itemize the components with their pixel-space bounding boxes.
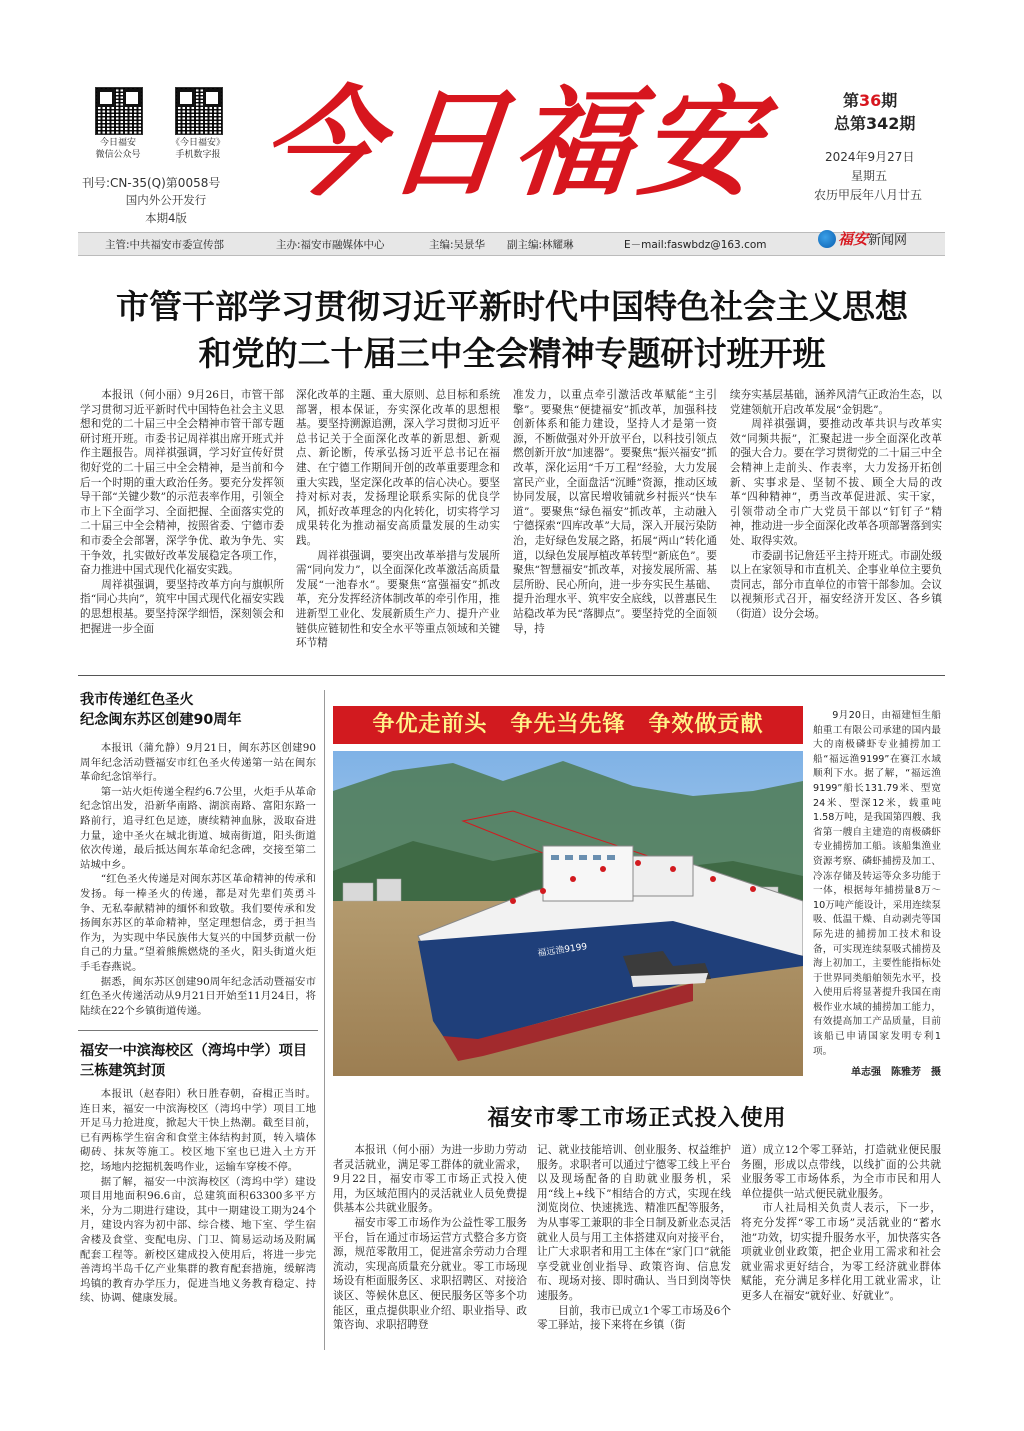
issue-number: 第36期 [843, 91, 898, 110]
sponsor: 主管:中共福安市委宣传部 [105, 239, 225, 251]
labor-story-title: 福安市零工市场正式投入使用 [487, 1105, 787, 1131]
photo-caption: 9月20日，由福建恒生船舶重工有限公司承建的国内最大的南极磷虾专业捕捞加工船“福远渔9199”在赛江水域顺利下水。据了解，“福远渔9199”船长131.79米、型宽24米、型深12米，载重吨1.58万吨，是我国第四艘、我省第一艘自主建造的南极磷虾专业捕捞加工船。该船集渔业资源考察、磷虾捕捞及加工、冷冻存储及转运等众多功能于一体，根据每年捕捞量8万～10万吨产能设计，采用连续泵吸、低温干燥、自动剥壳等国际先进的捕捞加工技术和设备，可实现连续泵吸式捕捞及海上初加工，主要性能指标处于世界同类船舶领先水平，投入使用后将显著提升我国在南极作业水域的捕捞加工能力，有效提高加工产品质量，目前该船已申请国家发明专利1项。 [813, 710, 941, 1057]
distribution-note: 国内外公开发行 [125, 193, 207, 207]
ship-name-label: 福远渔9199 [537, 942, 588, 959]
school-story-body: 本报讯（赵春阳）秋日胜春朝，奋楫正当时。连日来，福安一中滨海校区（湾坞中学）项目工地开足马力抢进度，掀起大干快上热潮。截至目前，已有两栋学生宿舍和食堂主体结构封顶，转入墙体砌砖、抹灰等施工。校区地下室也已进入土方开挖，场地内挖掘机轰鸣作业，运输车穿梭不停。 据了解，福安一中滨海校区（湾坞中学）建设项目用地面积96.6亩，总建筑面积63300多平方米，分为二期进行建设，其中一期建设工期为24个月，建设内容为初中部、综合楼、地下室、学生宿舍楼及食堂、变配电房、门卫、简易运动场及附属配套工程等。新校区建成投入使用后，将进一步完善湾坞半岛千亿产业集群的教育配套措施，缓解湾坞镇的教育办学压力，促进当地义务教育稳定、持续、协调、健康发展。 [80, 1088, 316, 1305]
column-divider [324, 690, 325, 1350]
organizer: 主办:福安市融媒体中心 [276, 239, 385, 251]
chief-editor: 主编:吴景华 [429, 239, 486, 251]
labor-column-2: 记、就业技能培训、创业服务、权益维护服务。求职者可以通过宁德零工线上平台以及现场配备的自助就业服务机，采用“线上+线下”相结合的方式，实现在线浏览岗位、快速挑选、精准匹配等服务，为从事零工兼职的非全日制及新业态灵活就业人员与用工主体搭建双向对接平台，让广大求职者和用工主体在“家门口”就能享受就业创业指导、政策咨询、信息发布、现场对接、即时确认、当日到岗等快速服务。 目前，我市已成立1个零工市场及6个零工驿站，接下来将在乡镇（街 [537, 1144, 731, 1332]
ship-launch-photo [333, 751, 803, 1076]
torch-story-body: 本报讯（蒲允静）9月21日，闽东苏区创建90周年纪念活动暨福安市红色圣火传递第一站在闽东革命纪念馆举行。 第一站火炬传递全程约6.7公里，火炬手从革命纪念馆出发，沿新华南路、湖滨南路、富阳东路一路前行，追寻红色足迹，赓续精神血脉，汲取奋进力量，途中圣火在城北街道、城南街道，阳头街道依次传递，最后抵达闽东革命纪念碑，交接至第二站城中乡。 “红色圣火传递是对闽东苏区革命精神的传承和发扬。每一棒圣火的传递，都是对先辈们英勇斗争、无私奉献精神的缅怀和致敬。我们要传承和发扬闽东苏区的革命精神，坚定理想信念，勇于担当作为，为实现中华民族伟大复兴的中国梦贡献一份自己的力量。”望着熊熊燃烧的圣火，阳头街道火炬手毛春燕说。 据悉，闽东苏区创建90周年纪念活动暨福安市红色圣火传递活动从9月21日开始至11月24日，将陆续在22个乡镇街道传递。 [80, 742, 316, 1017]
left-divider [78, 1030, 318, 1031]
lead-column-2: 深化改革的主题、重大原则、总目标和系统部署，根本保证，夯实深化改革的思想根基。要坚持溯源追溯，深入学习贯彻习近平总书记关于全面深化改革的新思想、新观点、新论断，传承弘扬习近平总书记在福建、在宁德工作期间开创的改革重要理念和重大实践，坚定深化改革的信心决心。要坚持对标对表，发扬理论联系实际的优良学风，抓好改革理念的内化转化，切实将学习成果转化为推动福安高质量发展的生动实践。 周祥祺强调，要突出改革举措与发展所需“同向发力”，以全面深化改革激活高质量发展“一池春水”。要聚焦“富强福安”抓改革，充分发挥经济体制改革的牵引作用，推进新型工业化、发展新质生产力、提升产业链供应链韧性和安全水平等重点领域和关键环节精 [296, 389, 500, 650]
torch-story-title: 我市传递红色圣火 纪念闽东苏区创建90周年 [80, 692, 242, 728]
lunar-date: 农历甲辰年八月廿五 [814, 188, 923, 202]
lead-headline: 市管干部学习贯彻习近平新时代中国特色社会主义思想 和党的二十届三中全会精神专题研讨班开班 [116, 287, 908, 373]
qr-code-epaper[interactable] [175, 87, 223, 135]
fuan-news-logo[interactable]: 福安新闻网 [818, 228, 907, 249]
school-story-title: 福安一中滨海校区（湾坞中学）项目 三栋建筑封顶 [80, 1043, 308, 1079]
email[interactable]: E－mail:faswbdz@163.com [624, 239, 767, 251]
qr-caption-epaper: 《今日福安》 手机数字报 [170, 138, 225, 160]
deputy-editor: 副主编:林耀琳 [507, 239, 574, 251]
total-issue: 总第342期 [834, 114, 916, 133]
masthead-title: 今日福安 [254, 73, 774, 212]
globe-icon [818, 230, 836, 248]
section-divider [78, 675, 945, 676]
slogan-banner: 争优走前头 争先当先锋 争效做贡献 [333, 706, 803, 744]
photo-credit: 单志强 陈雅芳 摄 [851, 1067, 941, 1078]
labor-column-3: 道）成立12个零工驿站，打造就业便民服务圈，形成以点带线，以线扩面的公共就业服务零工市场体系，为全市市民和用人单位提供一站式便民就业服务。 市人社局相关负责人表示，下一步，将充分发挥“零工市场”灵活就业的“蓄水池”功效，切实提升服务水平，加快落实各项就业创业政策，把企业用工需求和社会就业需求更好结合，为零工经济就业群体赋能，充分满足多样化用工就业需求，让更多人在福安“就好业、好就业”。 [741, 1144, 941, 1302]
lead-column-1: 本报讯（何小丽）9月26日，市管干部学习贯彻习近平新时代中国特色社会主义思想和党的二十届三中全会精神市管干部专题研讨班开班。市委书记周祥祺出席开班式并作主题报告。周祥祺强调，学习好宣传好贯彻好党的二十届三中全会精神，是当前和今后一个时期的重大政治任务。要充分发挥领导干部“关键少数”的示范表率作用，引领全市上下全面学习、全面把握、全面落实党的二十届三中全会精神，按照省委、宁德市委和市委全会部署，深学争优、敢为争先、实干争效，扎实做好改革发展稳定各项工作，奋力推进中国式现代化福安实践。 周祥祺强调，要坚持改革方向与旗帜所指“同心共向”，筑牢中国式现代化福安实践的思想根基。要坚持深学细悟，深刻领会和把握进一步全面 [80, 389, 284, 635]
labor-column-1: 本报讯（何小丽）为进一步助力劳动者灵活就业，满足零工群体的就业需求，9月22日，福安市零工市场正式投入使用，为区域范围内的灵活就业人员免费提供基本公共就业服务。 福安市零工市场作为公益性零工服务平台，旨在通过市场运营方式整合多方资源，规范零散用工，促进富余劳动力合理流动，实现高质量充分就业。零工市场现场设有柜面服务区、求职招聘区、对接洽谈区、等候休息区、便民服务区等多个功能区，重点提供职业介绍、职业指导、政策咨询、求职招聘登 [333, 1144, 527, 1332]
registration-number: 刊号:CN-35(Q)第0058号 [82, 176, 221, 190]
lead-column-4: 续夯实基层基础，涵养风清气正政治生态，以党建领航开启改革发展“金钥匙”。 周祥祺强调，要推动改革共识与改革实效“同频共振”，汇聚起进一步全面深化改革的强大合力。要在学习贯彻党的二十届三中全会精神上走前头、作表率，大力发扬开拓创新、实事求是、坚韧不拔、顾全大局的改革“四种精神”，勇当改革促进派、实干家，引领带动全市广大党员干部以“钉钉子”精神，推动进一步全面深化改革各项部署落到实处、取得实效。 市委副书记詹廷平主持开班式。市副处级以上在家领导和市直机关、企事业单位主要负责同志，部分市直单位的市管干部参加。会议以视频形式召开，福安经济开发区、各乡镇（街道）设分会场。 [730, 389, 942, 620]
qr-code-wechat[interactable] [95, 87, 143, 135]
publish-date: 2024年9月27日 [825, 150, 915, 164]
page-count: 本期4版 [145, 211, 187, 225]
lead-column-3: 准发力，以重点牵引激活改革赋能“主引擎”。要聚焦“便捷福安”抓改革，加强科技创新体系和能力建设，坚持人才是第一资源，不断做强对外开放平台，以科技引领点燃创新开放“加速器”。要聚焦“振兴福安”抓改革，深化运用“千万工程”经验，大力发展富民产业，全面盘活“沉睡”资源，推动区域协同发展，以富民增收铺就乡村振兴“快车道”。要聚焦“绿色福安”抓改革，主动融入宁德探索“四库改革”大局，深入开展污染防治，走好绿色发展之路，拓展“两山”转化通道，以绿色发展厚植改革转型“新底色”。要聚焦“智慧福安”抓改革，对接发展所需、基层所盼、民心所向，进一步夯实民生基础、提升治理水平、筑牢安全底线，以普惠民生站稳改革为民“落脚点”。要坚持党的全面领导，持 [513, 389, 717, 635]
weekday: 星期五 [851, 169, 888, 183]
masthead-info-bar [78, 232, 945, 256]
qr-caption-wechat: 今日福安 微信公众号 [95, 138, 141, 160]
